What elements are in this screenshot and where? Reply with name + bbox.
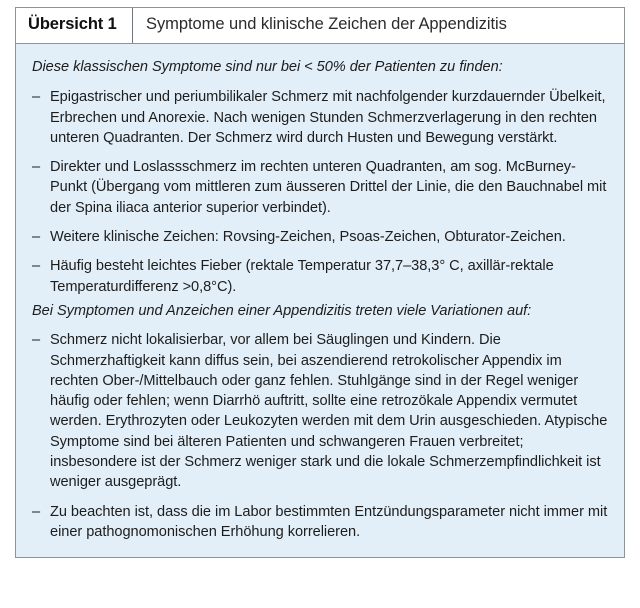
overview-number-label: Übersicht 1: [16, 8, 133, 43]
list-marker-icon: –: [32, 258, 41, 275]
section-lead-1: Diese klassischen Symptome sind nur bei < 50% der Patienten zu finden:: [32, 59, 503, 75]
list-item: [30, 502, 610, 543]
list-item-text: Schmerz nicht lokalisierbar, vor allem bei Säuglingen und Kindern. Die Schmerzhaftigkeit kann diffus sein, bei aszendierend retrokolischer Appendix im rechten Ober-/Mittelbauch oder ganz fehlen. Stuhlgänge sind in der Regel weniger häufig oder fehlen; wenn Diarrhö auftritt, sollte eine retrozökale Appendix vermutet werden. Erythrozyten oder Leukozyten werden mit dem Urin ausgeschieden. Atypische Symptome sind bei älteren Patienten und schwangeren Frauen verbreitet; insbesondere ist der Schmerz weniger stark und die lokale Schmerzempfindlichkeit ist weniger ausgeprägt.: [50, 332, 608, 491]
list-item-text: Direkter und Loslassschmerz im rechten unteren Quadranten, am sog. McBurney-Punkt (Übergang vom mittleren zum äusseren Drittel der Linie, die den Bauchnabel mit der Spina iliaca anterior superior verbindet).: [50, 159, 607, 216]
list-item-text: Zu beachten ist, dass die im Labor bestimmten Entzündungsparameter nicht immer mit einer pathognomonischen Erhöhung korrelieren.: [50, 503, 608, 540]
list-item: [30, 157, 610, 218]
section-lead-2: Bei Symptomen und Anzeichen einer Appendizitis treten viele Variationen auf:: [32, 302, 532, 319]
symptom-list-1: [30, 87, 610, 297]
list-item: [30, 227, 610, 247]
list-item: [30, 256, 610, 297]
list-marker-icon: –: [32, 229, 41, 246]
list-item: [30, 330, 610, 492]
list-item: [30, 87, 610, 148]
overview-title: Symptome und klinische Zeichen der Appendizitis: [146, 15, 507, 33]
box-header: [16, 8, 624, 44]
list-item-text: Epigastrischer und periumbilikaler Schmerz mit nachfolgender kurzdauernder Übelkeit, Erbrechen und Anorexie. Nach wenigen Stunden Schmerzverlagerung in den rechten unteren Quadranten. Der Schmerz wird durch Husten und Bewegung verstärkt.: [50, 89, 606, 146]
symptom-list-2: [30, 330, 610, 542]
list-item-text: Häufig besteht leichtes Fieber (rektale Temperatur 37,7–38,3° C, axillär-rektale Temperaturdifferenz >0,8°C).: [50, 258, 554, 295]
list-marker-icon: –: [32, 159, 41, 176]
list-item-text: Weitere klinische Zeichen: Rovsing-Zeichen, Psoas-Zeichen, Obturator-Zeichen.: [50, 229, 566, 246]
overview-box: [15, 7, 625, 558]
list-marker-icon: –: [32, 89, 41, 106]
list-marker-icon: –: [32, 332, 41, 349]
box-body: [16, 44, 624, 557]
list-marker-icon: –: [32, 503, 41, 520]
